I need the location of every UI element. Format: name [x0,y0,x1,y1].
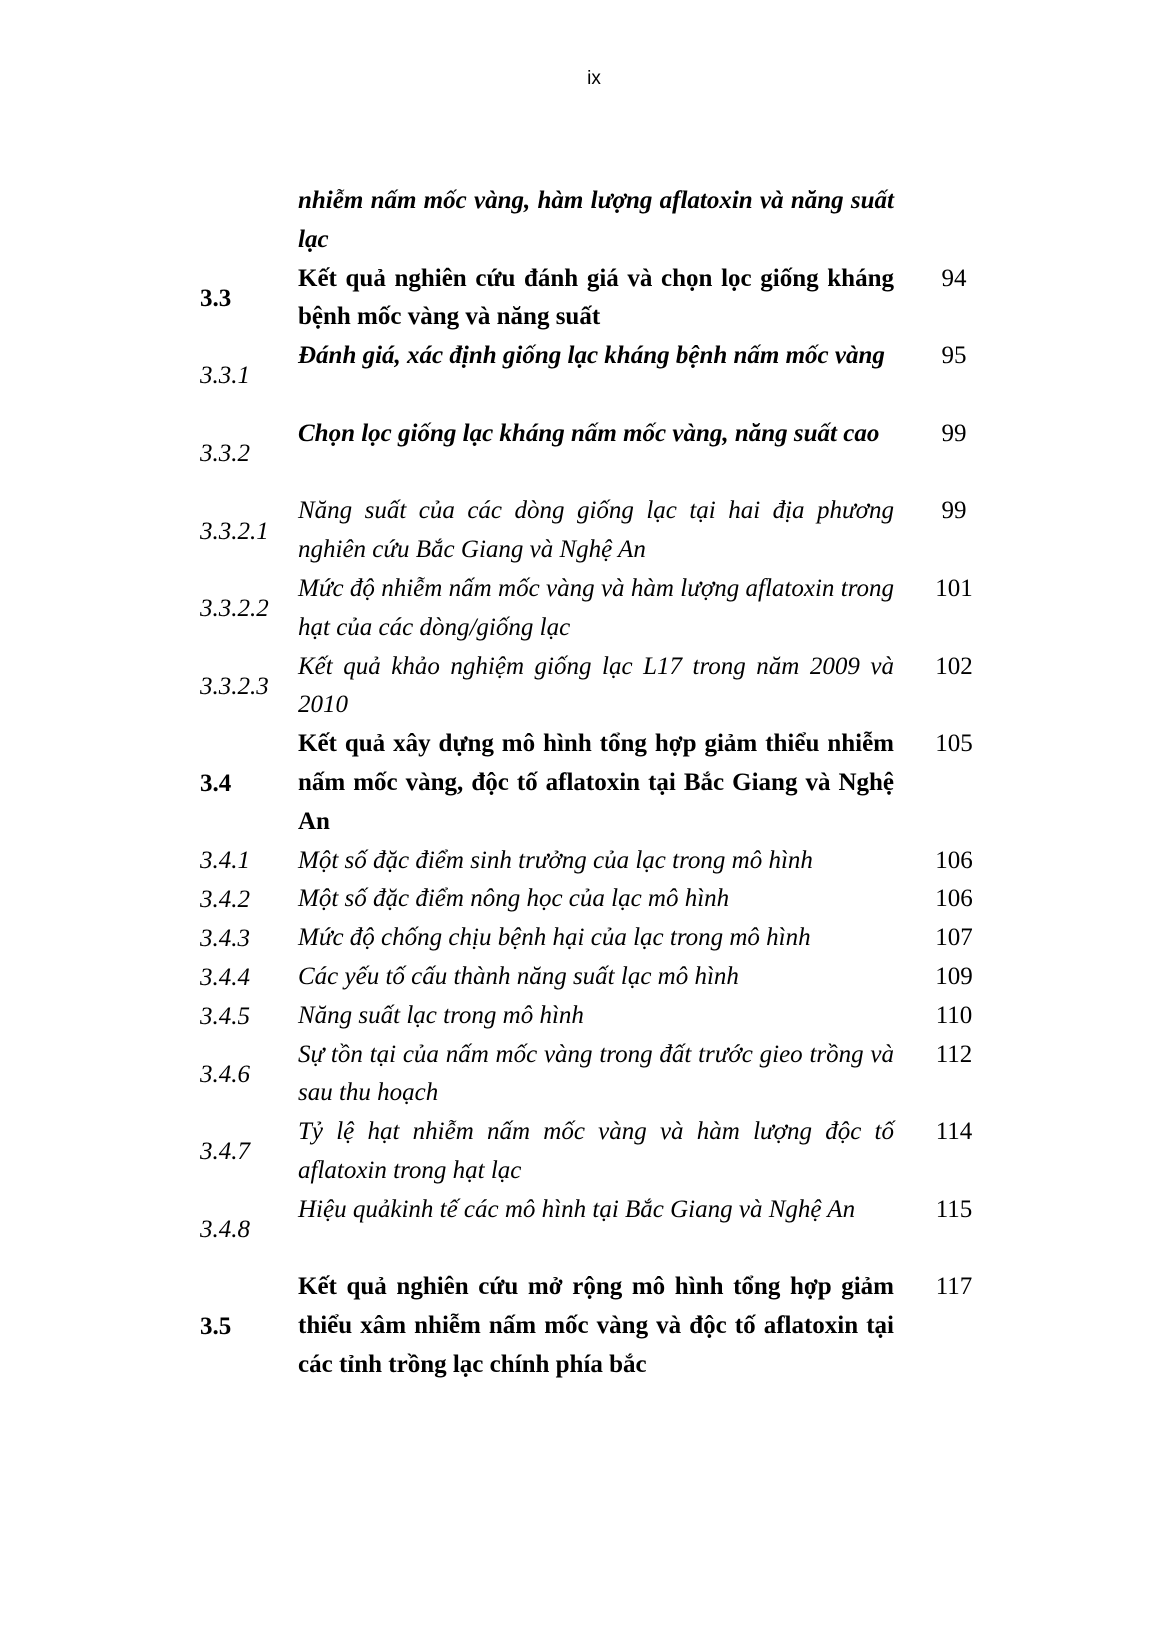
toc-row [0,182,1158,260]
toc-row [0,260,1158,338]
toc-page-number: 106 [935,885,973,913]
toc-page-number: 99 [941,419,967,447]
toc-section-number: 3.3.2.3 [200,672,269,700]
toc-row [0,570,1158,648]
toc-row [0,725,1158,841]
toc-entry-title: Năng suất của các dòng giống lạc tại hai địa phương nghiên cứu Bắc Giang và Nghệ An [298,497,894,564]
toc-row [0,919,1158,958]
toc-page-number: 105 [935,730,973,758]
toc-entry-title: Kết quả nghiên cứu đánh giá và chọn lọc giống kháng bệnh mốc vàng và năng suất [298,264,894,331]
toc-entry-title: Mức độ nhiễm nấm mốc vàng và hàm lượng aflatoxin trong hạt của các dòng/giống lạc [298,574,894,641]
toc-entry-title: Sự tồn tại của nấm mốc vàng trong đất trước gieo trồng và sau thu hoạch [298,1040,894,1107]
toc-row [0,958,1158,997]
page-number: ix [587,68,601,89]
toc-entry-title: Mức độ chống chịu bệnh hại của lạc trong mô hình [298,924,811,952]
toc-section-number: 3.4.3 [200,925,250,953]
toc-page-number: 110 [935,1001,973,1029]
toc-section-number: 3.3.2.1 [200,517,269,545]
toc-section-number: 3.3.1 [200,362,250,390]
toc-section-number [200,182,290,260]
toc-row [0,1113,1158,1191]
toc-row [0,492,1158,570]
toc-entry-title: Một số đặc điểm nông học của lạc mô hình [298,885,730,913]
toc-page-number: 107 [935,924,973,952]
toc-page-number: 117 [935,1273,973,1301]
toc-entry-title: Một số đặc điểm sinh trưởng của lạc trong mô hình [298,846,813,874]
toc-row [0,1191,1158,1269]
toc-section-number: 3.5 [200,1313,232,1340]
toc-entry-title: Năng suất lạc trong mô hình [298,1001,584,1029]
toc-row [0,648,1158,726]
toc-section-number: 3.4.6 [200,1060,250,1088]
toc-section-number: 3.3.2 [200,440,250,468]
toc-row [0,337,1158,415]
toc-entry-title: Kết quả nghiên cứu mở rộng mô hình tổng hợp giảm thiểu xâm nhiễm nấm mốc vàng và độc tố aflatoxin tại các tỉnh trồng lạc chính phía bắc [298,1273,894,1378]
toc-entry-title: Các yếu tố cấu thành năng suất lạc mô hình [298,962,739,990]
toc-row [0,415,1158,493]
toc-page-number: 95 [941,342,967,370]
toc-section-number: 3.4.7 [200,1138,250,1166]
toc-row [0,1036,1158,1114]
toc-entry-title: Kết quả xây dựng mô hình tổng hợp giảm thiểu nhiễm nấm mốc vàng, độc tố aflatoxin tại Bắc Giang và Nghệ An [298,730,894,835]
toc-entry-title: Chọn lọc giống lạc kháng nấm mốc vàng, năng suất cao [298,419,880,447]
toc-entry-title: Hiệu quảkinh tế các mô hình tại Bắc Giang và Nghệ An [298,1195,856,1223]
toc-row [0,1268,1158,1384]
toc-section-number: 3.4.4 [200,963,250,991]
toc-page-number: 109 [935,962,973,990]
toc-page-number: 114 [935,1118,973,1146]
toc-section-number: 3.4.5 [200,1002,250,1030]
toc-row [0,997,1158,1036]
toc-page-number: 106 [935,846,973,874]
toc-section-number: 3.4.8 [200,1216,250,1244]
toc-page-number: 94 [941,264,967,292]
toc-page-number: 102 [935,652,973,680]
toc-entry-title: nhiễm nấm mốc vàng, hàm lượng aflatoxin và năng suất lạc [298,187,894,253]
toc-row [0,880,1158,919]
toc-section-number: 3.4.2 [200,886,250,914]
toc-page-number: 101 [935,574,973,602]
table-of-contents [0,182,1158,1385]
toc-section-number: 3.3 [200,284,232,312]
toc-page-number: 112 [935,1040,973,1068]
toc-entry-title: Đánh giá, xác định giống lạc kháng bệnh nấm mốc vàng [298,342,885,370]
toc-page-number: 99 [941,497,967,525]
toc-entry-title: Tỷ lệ hạt nhiễm nấm mốc vàng và hàm lượng độc tố aflatoxin trong hạt lạc [298,1118,894,1184]
toc-section-number: 3.4 [200,769,232,797]
toc-entry-title: Kết quả khảo nghiệm giống lạc L17 trong năm 2009 và 2010 [298,652,894,719]
toc-page-number: 115 [935,1195,973,1223]
toc-section-number: 3.4.1 [200,847,250,875]
toc-row [0,842,1158,881]
toc-section-number: 3.3.2.2 [200,595,269,623]
